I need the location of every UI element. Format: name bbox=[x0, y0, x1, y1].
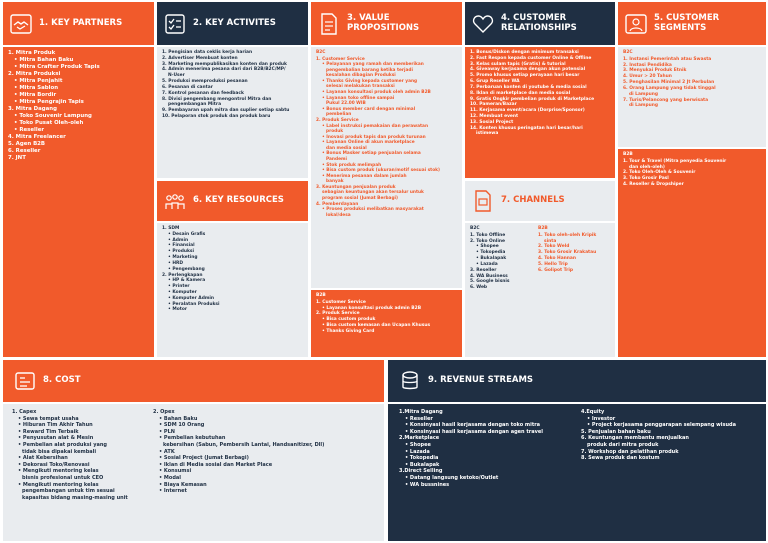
list-item: pengembangan untuk tim sesuai bbox=[22, 488, 115, 495]
list-item: 4. Pemberdayaan bbox=[316, 201, 359, 207]
list-item: • Bonus Masker setiap penjualan selama bbox=[322, 151, 421, 157]
list-item: 14. Konten khusus peringatan hari besar/hari bbox=[470, 125, 583, 131]
list-item: • Pelayanan yang ramah dan memberikan bbox=[322, 62, 424, 68]
list-item: dan oleh-oleh) bbox=[629, 164, 665, 170]
list-item: • Produksi bbox=[168, 249, 195, 255]
list-item: produk dari mitra produk bbox=[587, 441, 659, 448]
list-item: • PLN bbox=[159, 428, 175, 435]
list-item: • Pembelian kebutuhan bbox=[159, 435, 226, 442]
list-item: • Printer bbox=[168, 284, 190, 290]
list-item: 2. Advertiser Membuat konten bbox=[162, 55, 238, 61]
list-item: • Mitra Crafter Produk Tapis bbox=[14, 64, 100, 71]
list-item: 13. Sosial Project bbox=[470, 119, 514, 125]
list-item: 11. Kerjasama event/acara (Dorprise/Sponsor) bbox=[470, 108, 585, 114]
list-item: 2. Perlengkapan bbox=[162, 272, 203, 278]
list-item: • Motor bbox=[168, 307, 188, 313]
list-item: produk bbox=[326, 129, 344, 135]
list-item: • Reseller bbox=[14, 127, 45, 134]
target-users-icon bbox=[624, 12, 648, 36]
key-resources-header bbox=[157, 181, 308, 221]
list-item: • SDM 10 Orang bbox=[159, 422, 205, 429]
list-item: pengembalian barang ketika terjadi bbox=[326, 67, 413, 73]
value-b2c-list bbox=[316, 57, 457, 219]
list-item: 4. Toko Hannan bbox=[538, 256, 577, 262]
list-item: 6. Reseller bbox=[8, 148, 41, 155]
list-item: 3. Marketing mempublikasikan konten dan produk bbox=[162, 61, 287, 67]
list-item: • Shopee bbox=[476, 244, 499, 250]
list-item: 6. Keuntungan membantu menjualkan bbox=[581, 435, 689, 442]
list-item: • Modal bbox=[159, 474, 182, 481]
list-item: 6. Pesanan di cantar bbox=[162, 84, 213, 90]
list-item: 10. Pelaporan stok produk dan produk baru bbox=[162, 113, 271, 119]
list-item: 3. Toko Grosir Pasl bbox=[623, 176, 669, 182]
list-item: • Dekorasi Toko/Renovasi bbox=[18, 461, 90, 468]
people-icon bbox=[163, 189, 187, 213]
list-item: pembelian bbox=[326, 112, 352, 118]
customer-segments-title: 5. CUSTOMER SEGMENTS bbox=[654, 12, 720, 33]
checklist-icon bbox=[163, 12, 187, 36]
key-activities-header bbox=[157, 2, 308, 45]
value-propositions-header bbox=[311, 2, 462, 45]
list-item: • Bahan Baku bbox=[159, 415, 198, 422]
list-item: 8. Sewa produk dan kostum bbox=[581, 455, 660, 462]
list-item: 9. Gratis Ongkir pembelian produk di Marketplace bbox=[470, 96, 595, 102]
list-item: • Bukalapak bbox=[405, 461, 440, 468]
list-item: • Mitra Sablon bbox=[14, 85, 59, 92]
list-item: • Biaya Kemasan bbox=[159, 481, 207, 488]
list-item: • Konsumsi bbox=[159, 468, 192, 475]
list-item: • Konsinyasi hasil kerjasama dengan toko mitra bbox=[405, 422, 541, 429]
key-activities-body bbox=[157, 47, 308, 178]
list-item: 1. SDM bbox=[162, 226, 180, 231]
customer-segments-header bbox=[618, 2, 766, 45]
list-item: • Marketing bbox=[168, 255, 198, 261]
list-item: • Mitra Penjahit bbox=[14, 78, 63, 85]
list-item: 3. Menyukai Produk Etnik bbox=[623, 68, 687, 74]
segments-b2b-content bbox=[618, 149, 766, 191]
list-item: bisnis profesional untuk CEO bbox=[22, 474, 104, 481]
key-partners-list bbox=[3, 47, 154, 165]
key-resources-list bbox=[157, 223, 308, 316]
list-item: • Bukalapak bbox=[476, 256, 507, 262]
list-item: 1. Pengisian data ceklis kerja harian bbox=[162, 50, 253, 55]
list-item: 2. Toko Oleh-Oleh & Souvenir bbox=[623, 170, 696, 176]
list-item: 3.Direct Selling bbox=[399, 468, 443, 475]
revenue-col2-list bbox=[576, 406, 764, 465]
key-partners-body bbox=[3, 47, 154, 357]
list-item: 1. Toko Offline bbox=[470, 232, 506, 238]
list-item: sinta bbox=[544, 238, 557, 244]
list-item: • Pengembang bbox=[168, 266, 205, 272]
list-item: 9. Pembayaran upah mitra dan suplier setiap sabtu bbox=[162, 108, 290, 114]
list-item: 2. Mitra Produksi bbox=[8, 71, 61, 78]
list-item: 1. Instansi Pemerintah atau Swasta bbox=[623, 56, 712, 62]
cost-header bbox=[3, 360, 384, 402]
channels-title: 7. CHANNELS bbox=[501, 195, 565, 206]
value-propositions-title: 3. VALUE PROPOSITIONS bbox=[347, 12, 420, 33]
list-item: • Shopee bbox=[405, 441, 431, 448]
cost-body bbox=[3, 404, 384, 541]
list-item: 5. Google bisnis bbox=[470, 279, 510, 285]
key-partners-header bbox=[3, 2, 154, 45]
list-item: banyak bbox=[326, 179, 344, 185]
value-b2b-content bbox=[311, 290, 462, 338]
list-item: • Reward Tim Terbaik bbox=[18, 428, 79, 435]
list-item: tidak bisa dipakai kembali bbox=[22, 448, 97, 455]
list-item: 1. Customer Service bbox=[316, 56, 365, 62]
list-item: 4. Giveaway kerjasama dengan akun potensial bbox=[470, 67, 586, 73]
list-item: 4. Reseller & Dropshiper bbox=[623, 182, 684, 188]
key-activities-list bbox=[157, 47, 308, 123]
key-partners-title: 1. KEY PARTNERS bbox=[39, 17, 123, 28]
list-item: • Desain Grafis bbox=[168, 231, 206, 237]
list-item: • Stok produk melimpah bbox=[322, 162, 382, 168]
list-item: 4. Mitra Freelancer bbox=[8, 134, 66, 141]
list-item: lokal/desa bbox=[326, 212, 351, 218]
customer-relationships-title: 4. CUSTOMER RELATIONSHIPS bbox=[501, 12, 577, 33]
list-item: 5. Penghasilan Minimal 2 Jt Perbulan bbox=[623, 80, 715, 86]
list-item: 3. Reseller bbox=[470, 267, 497, 273]
list-item: selesai melakukan transaksi bbox=[326, 84, 395, 90]
revenue-streams-header bbox=[388, 360, 766, 402]
list-item: • Hiburan Tim Akhir Tahun bbox=[18, 422, 93, 429]
channels-b2b-label: B2B bbox=[538, 226, 548, 231]
list-item: 4. Umur > 20 Tahun bbox=[623, 74, 672, 80]
list-item: 7. Kontrol pesanan dan feedback bbox=[162, 90, 244, 96]
list-item: 1. Capex bbox=[12, 409, 37, 415]
list-item: • Layanan toko offline sampai bbox=[322, 95, 395, 101]
list-item: • Alat Kebersihan bbox=[18, 455, 68, 462]
list-item: • Penyusutan alat & Mesin bbox=[18, 435, 94, 442]
list-item: • Reseller bbox=[405, 415, 433, 422]
list-item: • HRD bbox=[168, 260, 184, 266]
channels-b2c-content bbox=[465, 223, 535, 294]
list-item: 1. Mitra Produk bbox=[8, 50, 56, 56]
list-item: dan media sosial bbox=[326, 145, 367, 151]
list-item: • Mitra Pengrajin Tapis bbox=[14, 99, 84, 106]
list-item: 8. Divisi pengembang mengontrol Mitra dan bbox=[162, 96, 272, 102]
segments-b2c-label: B2C bbox=[623, 50, 633, 55]
list-item: 7. Turis/Pelancong yang berwisata bbox=[623, 97, 709, 103]
list-item: • Layanan konsultasi produk admin B2B bbox=[322, 305, 422, 311]
list-item: • Mitra Bahan Baku bbox=[14, 57, 74, 64]
list-item: 7. JNT bbox=[8, 155, 26, 162]
list-item: • Mitra Bordir bbox=[14, 92, 57, 99]
list-item: kesalahan dibagian Produksi bbox=[326, 73, 396, 79]
list-item: 6. Golipot Trip bbox=[538, 267, 573, 273]
channels-header bbox=[465, 181, 615, 221]
list-item: • Bonus member card dengan minimal bbox=[322, 106, 416, 112]
list-item: 12. Membuat event bbox=[470, 113, 519, 119]
list-item: di Lampung bbox=[629, 103, 659, 109]
list-item: • Admin bbox=[168, 237, 189, 243]
list-item: • Toko Pusat Oleh-oleh bbox=[14, 120, 84, 127]
key-resources-body bbox=[157, 223, 308, 357]
list-item: • Thanks Giving Card bbox=[322, 328, 375, 334]
value-b2b-list bbox=[316, 300, 457, 335]
list-item: 3. Mitra Dagang bbox=[8, 106, 57, 113]
database-icon bbox=[398, 369, 422, 393]
list-item: • Tokopedia bbox=[405, 455, 439, 462]
list-item: Pukul 22.00 WIB bbox=[326, 101, 366, 107]
list-item: 1. Customer Service bbox=[316, 299, 366, 305]
list-item: pengembangan Mitra bbox=[168, 102, 222, 108]
list-item: 7. Workshop dan pelatihan produk bbox=[581, 448, 679, 455]
list-item: 5. Promo khusus setiap perayaan hari besar bbox=[470, 73, 580, 79]
value-propositions-b2c-body bbox=[311, 47, 462, 288]
list-item: 2. Toko Online bbox=[470, 238, 505, 244]
list-item: 10. Pameran/Bazar bbox=[470, 102, 517, 108]
list-item: • Thanks Giving kepada customer yang bbox=[322, 78, 418, 84]
list-item: • Iklan di Media sosial dan Market Place bbox=[159, 461, 273, 468]
list-item: 2. Fast Respon kepada customer Online & Offline bbox=[470, 55, 592, 61]
segments-b2c-content bbox=[618, 47, 766, 112]
list-item: 2. Produk Service bbox=[316, 311, 360, 317]
list-item: • Komputer Admin bbox=[168, 295, 215, 301]
value-b2c-content bbox=[311, 47, 462, 221]
list-item: • Konsinyasi hasil kerjasama dengan agen travel bbox=[405, 428, 543, 435]
cost-capex-list bbox=[7, 406, 152, 504]
list-item: 3. Toko Grosir Krakatau bbox=[538, 250, 597, 256]
list-item: • Mengikuti mentoring kelas bbox=[18, 468, 99, 475]
channels-b2c-list bbox=[470, 233, 530, 291]
list-item: 5. Hello Trip bbox=[538, 261, 568, 267]
key-resources-title: 6. KEY RESOURCES bbox=[193, 195, 284, 206]
list-item: 6. Grup Reseller WA bbox=[470, 79, 520, 85]
list-item: kapasitas bidang masing-masing unit bbox=[22, 494, 128, 501]
revenue-streams-body bbox=[388, 404, 766, 541]
list-item: 6. Orang Lampung yang tidak tinggal bbox=[623, 85, 716, 91]
list-item: 3. Keuntungan penjualan produk bbox=[316, 184, 396, 190]
list-item: • ATK bbox=[159, 448, 175, 455]
list-item: kebersihan (Sabun, Pembersih Lantai, Handsanitizer, Dll) bbox=[163, 441, 325, 448]
document-icon bbox=[317, 12, 341, 36]
list-item: 1. Tour & Travel (Mitra penyedia Souvenir bbox=[623, 158, 727, 164]
list-item: sebagian keuntungan akan tersalur untuk bbox=[322, 190, 424, 196]
list-item: • Menerima pesanan dalam jumlah bbox=[322, 173, 407, 179]
customer-relationships-header bbox=[465, 2, 615, 45]
list-item: Pandemi bbox=[326, 156, 347, 162]
list-item: 7. Perbaruan konten di youtube & media sosial bbox=[470, 84, 587, 90]
list-item: • Inovasi produk tapis dan produk turunan bbox=[322, 134, 426, 140]
list-item: 5. Produksi memproduksi pesanan bbox=[162, 79, 248, 85]
cost-title: 8. COST bbox=[43, 375, 81, 386]
list-item: • Label instruksi pemakaian dan perawatan bbox=[322, 123, 429, 129]
list-item: • Bisa custom produk bbox=[322, 317, 376, 323]
key-activities-title: 2. KEY ACTIVITES bbox=[193, 17, 276, 28]
heart-icon bbox=[471, 12, 495, 36]
list-item: • Sewa tempat usaha bbox=[18, 415, 79, 422]
list-item: istimewa bbox=[476, 131, 499, 137]
list-item: • Mengikuti mentoring kelas bbox=[18, 481, 99, 488]
list-item: 3. Kelas sulam tapis (Gratis) & tutorial bbox=[470, 61, 566, 67]
revenue-streams-title: 9. REVENUE STREAMS bbox=[428, 375, 534, 386]
list-item: 1. Bonus/Diskon dengan minimum transaksi bbox=[470, 50, 579, 55]
list-item: • Finansial bbox=[168, 243, 195, 249]
list-item: 2. Opex bbox=[153, 409, 175, 415]
list-item: • Lazada bbox=[476, 261, 498, 267]
list-item: 1. Toko oleh-oleh Kripik bbox=[538, 232, 597, 238]
list-item: 2. Instasi Pendidika bbox=[623, 62, 672, 68]
customer-segments-b2c-body bbox=[618, 47, 766, 147]
list-item: di Lampung bbox=[629, 91, 659, 97]
list-item: • Datang langsung ketoko/Outlet bbox=[405, 474, 499, 481]
value-b2c-label: B2C bbox=[316, 50, 326, 55]
cost-opex-list bbox=[148, 406, 380, 498]
list-item: • Lazada bbox=[405, 448, 430, 455]
handshake-icon bbox=[9, 12, 33, 36]
list-item: • Investor bbox=[587, 415, 616, 422]
customer-relationships-body bbox=[465, 47, 615, 178]
list-item: 5. Penjualan bahan baku bbox=[581, 428, 651, 435]
list-item: • Pembelian alat produksi yang bbox=[18, 441, 108, 448]
list-item: • Layanan Online di akun marketplace bbox=[322, 140, 415, 146]
list-item: N-User bbox=[168, 73, 185, 79]
list-item: • Proses produksi melibatkan masyarakat bbox=[322, 207, 424, 213]
list-item: • HP & Kamera bbox=[168, 278, 206, 284]
list-item: • Layanan konsultasi produk oleh admin B2B bbox=[322, 90, 431, 96]
list-item: 4. Admin menerima pesana dari dari B2B/B2C/MP/ bbox=[162, 67, 286, 73]
segments-b2b-list bbox=[623, 159, 761, 188]
segments-b2c-list bbox=[623, 57, 761, 109]
customer-relationships-list bbox=[465, 47, 615, 140]
list-item: • Toko Souvenir Lampung bbox=[14, 113, 92, 120]
value-b2b-label: B2B bbox=[316, 293, 326, 298]
list-item: • WA bussnines bbox=[405, 481, 450, 488]
list-item: 1.Mitra Dagang bbox=[399, 409, 443, 415]
list-item: • Internet bbox=[159, 488, 187, 495]
list-item: 8. Iklan di marketplace dan media sosial bbox=[470, 90, 571, 96]
list-item: 2. Toko Weld bbox=[538, 244, 570, 250]
wallet-icon bbox=[13, 369, 37, 393]
revenue-col1-list bbox=[394, 406, 574, 491]
list-item: 2. Produk Service bbox=[316, 117, 359, 123]
list-item: • Peralatan Produksi bbox=[168, 301, 220, 307]
list-item: • Tokopedia bbox=[476, 250, 506, 256]
list-item: 2.Marketplace bbox=[399, 435, 440, 442]
channels-b2b-list bbox=[538, 233, 608, 274]
list-item: • Sosial Project (Jumat Berbagi) bbox=[159, 455, 249, 462]
value-propositions-b2b-body bbox=[311, 290, 462, 357]
list-item: 6. Web bbox=[470, 285, 488, 291]
list-item: 4.Equity bbox=[581, 409, 605, 415]
channels-b2b-content bbox=[533, 223, 613, 277]
list-item: • Project kerjasama penggarapan selempang wisuda bbox=[587, 422, 737, 429]
channels-b2c-label: B2C bbox=[470, 226, 480, 231]
channels-body bbox=[465, 223, 615, 357]
customer-segments-b2b-body bbox=[618, 149, 766, 357]
channels-doc-icon bbox=[471, 189, 495, 213]
segments-b2b-label: B2B bbox=[623, 152, 633, 157]
list-item: • Bisa custom produk (ukuran/motif sesuai stok) bbox=[322, 168, 440, 174]
list-item: • Komputer bbox=[168, 289, 197, 295]
list-item: program sosial (Jumat Berbagi) bbox=[322, 196, 398, 202]
list-item: 4. WA Business bbox=[470, 273, 508, 279]
list-item: • Bisa custom kemasan dan Ucapan Khusus bbox=[322, 323, 431, 329]
list-item: 5. Agen B2B bbox=[8, 141, 46, 148]
